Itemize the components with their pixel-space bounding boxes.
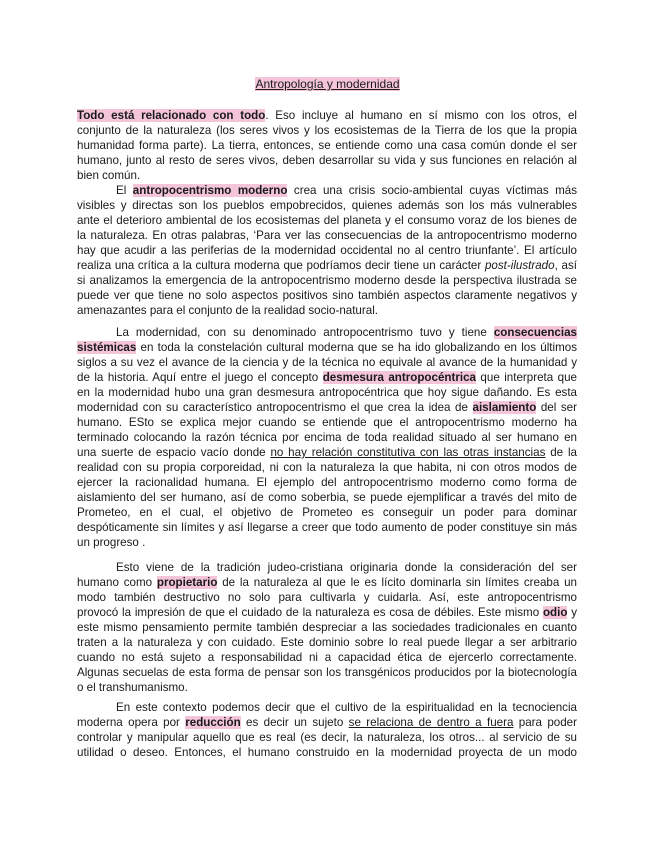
text-segment: traten a la naturaleza y con cuidado. Este dominio sobre lo real puede llegar a ser arbitrario [77,636,577,649]
text-segment: realiza una crítica a la cultura moderna que podríamos decir tiene un carácter [77,259,485,272]
text-segment: conjunto de la naturaleza (los seres vivos y los ecosistemas de la Tierra de los que la propia [77,124,577,137]
text-line [116,325,577,340]
text-line [77,445,577,460]
text-line [77,415,577,430]
text-line [77,680,577,695]
text-line [77,123,577,138]
text-segment: humanidad forma parte). La tierra, entonces, se entiende como una casa común donde el ser [77,139,577,152]
text-segment: es decir un sujeto [240,716,349,729]
text-line [77,153,577,168]
text-line [116,183,577,198]
text-segment: humano, junto al resto de seres vivos, deben desarrollar su vida y sus funciones en relación al [77,154,577,167]
highlighted-term: propietario [156,576,218,589]
underlined-text: no hay relación constitutiva con las otras instancias [270,446,546,459]
text-line [77,650,577,665]
text-segment: La modernidad, con su denominado antropocentrismo tuvo y tiene [116,326,494,339]
text-line [77,168,577,183]
italic-text: post-ilustrado [484,259,555,272]
highlighted-term: antropocentrismo moderno [132,184,288,197]
text-segment: amenazantes para el conjunto de la realidad socio-natural. [77,304,378,317]
text-line [77,505,577,520]
text-line [77,288,577,303]
text-segment: ejercer la racionalidad humana. El ejemplo del antropocentrismo moderno como forma de [77,476,577,489]
text-segment: humano como [77,576,157,589]
text-segment: de la [545,446,577,459]
text-segment: El [116,184,133,197]
text-line [77,108,577,123]
underlined-text: se relaciona de dentro a fuera [348,716,514,729]
text-segment: provocó la impresión de que el cuidado de la naturaleza es cosa de débiles. Este mismo [77,606,543,619]
text-line [77,243,577,258]
text-segment: cuando no está sujeto a responsabilidad ni a capacidad ética de ejercerlo correctamente. [77,651,577,664]
text-segment: terminado colocando la razón técnica por encima de toda realidad situado al ser humano en [77,431,577,444]
highlighted-term: aislamiento [472,401,537,414]
text-segment: una suerte de espacio vacío donde [77,446,271,459]
text-segment: Algunas secuelas de esta forma de pensar son los transgénicos producidos por la biotecnología [77,666,577,679]
text-segment: en toda la constelación cultural moderna que se ha ido globalizando en los últimos [136,341,577,354]
text-line [77,258,577,273]
text-segment: que interpreta que [475,371,578,384]
text-line [77,620,577,635]
text-segment: si analizamos la emergencia de la antropocentrismo moderno desde la perspectiva ilustrada se [77,274,577,287]
text-line [116,700,577,715]
text-segment: de la historia. Aquí entre el juego el concepto [77,371,323,384]
text-segment: crea una crisis socio-ambiental cuyas víctimas más [287,184,577,197]
text-segment: utilidad o deseo. Entonces, el humano construido en la modernidad proyecta de un modo [77,746,577,759]
text-segment: puede ver que tiene no solo aspectos positivos sino también aspectos claramente negativos y [77,289,577,302]
text-line [77,400,577,415]
text-segment: controlar y manipular aquello que es real (es decir, la naturaleza, los otros... al servicio de su [77,731,577,744]
text-segment: y [567,606,577,619]
text-line [77,370,577,385]
text-segment: para poder [513,716,577,729]
text-segment: . Eso incluye al humano en sí mismo con los otros, el [265,109,577,122]
text-line [77,273,577,288]
text-segment: Esto viene de la tradición judeo-cristiana originaria donde la consideración del ser [116,561,577,574]
text-segment: hay que acudir a las periferias de la modernidad occidental no al centro triunfante’. El artículo [77,244,577,257]
text-segment: bien común. [77,169,141,182]
title-text: Antropología y modernidad [255,77,400,91]
text-segment: la naturaleza. En otras palabras, ‘Para ver las consecuencias de la antropocentrismo moderno [77,229,577,242]
text-line [77,385,577,400]
text-segment: aislamiento del ser humano, así de como soberbia, se puede ejemplificar a través del mito de [77,491,577,504]
highlighted-term: Todo está relacionado con todo [77,109,266,122]
text-line [77,460,577,475]
text-line [77,475,577,490]
text-line [77,228,577,243]
text-line [77,575,577,590]
text-line [77,355,577,370]
text-line [77,430,577,445]
text-line [77,535,577,550]
text-line [77,303,577,318]
text-segment: modo también destructivo no solo para cultivarla y cuidarla. Así, este antropocentrismo [77,591,577,604]
text-line [77,665,577,680]
text-segment: moderna opera por [77,716,186,729]
text-line [77,198,577,213]
highlighted-term: reducción [185,716,241,729]
text-line [77,730,577,745]
text-segment: de la naturaleza al que le es lícito dominarla sin límites creaba un [217,576,577,589]
text-segment: En este contexto podemos decir que el cultivo de la espiritualidad en la tecnociencia [116,701,577,714]
text-line [77,520,577,535]
text-segment: del ser [536,401,577,414]
text-line [77,605,577,620]
text-line [77,490,577,505]
text-segment: siglos a su vez el avance de la ciencia y de la técnica no equivale al avance de la humanidad y [77,356,577,369]
page-title [0,77,655,91]
text-segment: despóticamente sin límites y así llegarse a creer que todo aumento de poder constituye sin más [77,521,577,534]
text-line [77,138,577,153]
text-line [77,340,577,355]
text-segment: modernidad con su característico antropocentrismo el que crea la idea de [77,401,473,414]
highlighted-term: consecuencias [493,326,577,339]
text-line [77,745,577,760]
highlighted-term: odio [542,606,568,619]
text-line [116,560,577,575]
text-segment: o el transhumanismo. [77,681,188,694]
text-segment: Prometeo, en el cual, el objetivo de Prometeo es conseguir un poder para dominar [77,506,577,519]
text-line [77,715,577,730]
text-segment: un progreso . [77,536,146,549]
text-line [77,213,577,228]
text-segment: , así [554,259,577,272]
highlighted-term: sistémicas [77,341,137,354]
text-segment: visibles y directas son los pueblos empobrecidos, quienes además son los más vulnerables [77,199,577,212]
text-segment: humano. ESto se explica mejor cuando se entiende que el antropocentrismo moderno ha [77,416,577,429]
text-segment: este mismo pensamiento permite también despreciar a las sociedades tradicionales en cuanto [77,621,577,634]
text-line [77,590,577,605]
text-segment: ante el deterioro ambiental de los ecosistemas del planeta y el consumo voraz de los bienes de [77,214,577,227]
text-segment: en la modernidad hubo una gran desmesura antropocéntrica que hoy sigue dañando. Es esta [77,386,577,399]
text-line [77,635,577,650]
highlighted-term: desmesura antropocéntrica [322,371,476,384]
text-segment: realidad con su propia corporeidad, ni con la naturaleza la que habita, ni con otros modos de [77,461,577,474]
